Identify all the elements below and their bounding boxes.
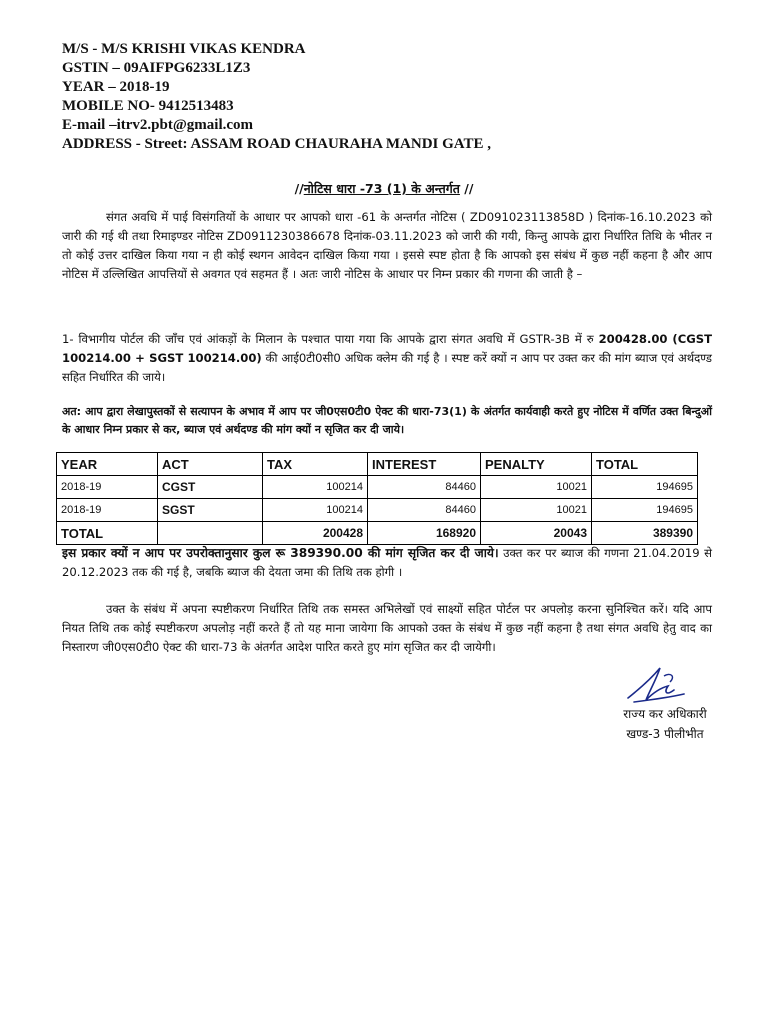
cell-penalty: 10021 [481, 476, 592, 499]
officer-office: खण्ड-3 पीलीभीत [626, 727, 704, 741]
col-year: YEAR [57, 453, 158, 476]
itc-text-part2: की आई0टी0सी0 अधिक क्लेम की गई है । स्पष्ट करें क्यों न आप पर उक्त कर की मांग ब्याज एवं अर्थदण्ड सहित निर्धारित की जाये। [62, 351, 712, 384]
itc-text-part1: 1- विभागीय पोर्टल की जाँच एवं आंकड़ों के मिलान के पश्चात पाया गया कि आपके द्वारा संगत अवधि में GSTR-3B में रु [62, 332, 599, 346]
year: YEAR – 2018-19 [62, 79, 170, 95]
firm-name: M/S - M/S KRISHI VIKAS KENDRA [62, 41, 306, 57]
cell-act: CGST [158, 476, 263, 499]
paragraph-explanation: उक्त के संबंध में अपना स्पष्टीकरण निर्धारित तिथि तक समस्त अभिलेखों एवं साक्ष्यों सहित पोर्टल पर अपलोड़ करना सुनिश्चित करें। यदि आप नियत तिथि तक कोई स्पष्टीकरण अपलोड़ नहीं करते हैं तो यह माना जायेगा कि आपको उक्त के संबंध में कुछ नहीं कहना है तथा संगत अवधि हेतु वाद का निस्तारण जी0एस0टी0 ऐक्ट की धारा-73 के अंतर्गत आदेश पारित करते हुए मांग सृजित कर दी जायेगी। [62, 602, 712, 654]
cell-act: SGST [158, 499, 263, 522]
cell-interest: 84460 [368, 476, 481, 499]
total-demand-statement: इस प्रकार क्यों न आप पर उपरोक्तानुसार कुल रू 389390.00 की मांग सृजित कर दी जाये। [62, 546, 499, 560]
col-total: TOTAL [592, 453, 698, 476]
gstin: GSTIN – 09AIFPG6233L1Z3 [62, 60, 251, 76]
signature-icon [620, 660, 690, 708]
paragraph-intro: संगत अवधि में पाई विसंगतियों के आधार पर आपको धारा -61 के अन्तर्गत नोटिस ( ZD091023113858D ) दिनांक-16.10.2023 को जारी की गई थी तथा रिमाइण्डर नोटिस ZD0911230386678 दिनांक-03.11.2023 को जारी की गयी, किन्तु आपके द्वारा निर्धारित तिथि के भीतर न तो कोई उत्तर दाखिल किया गया न ही कोई स्थगन आवेदन दाखिल किया गया । इससे स्पष्ट होता है कि आपको इस संबंध में कुछ नहीं कहना है और आप नोटिस में उल्लिखित आपत्तियों से अवगत एवं सहमत हैं । अतः जारी नोटिस के आधार पर निम्न प्रकार की गणना की जाती है – [62, 210, 712, 281]
officer-designation: राज्य कर अधिकारी [623, 707, 707, 721]
paragraph-itc-claim [62, 330, 712, 387]
paragraph-demand-basis: अत: आप द्वारा लेखापुस्तकों से सत्यापन के अभाव में आप पर जी0एस0टी0 ऐक्ट की धारा-73(1) के अंतर्गत कार्यवाही करते हुए नोटिस में वर्णित उक्त बिन्दुओं के आधार निम्न प्रकार से कर, ब्याज एवं अर्थदण्ड की मांग क्यों न सृजित कर दी जाये। [62, 405, 712, 436]
interest-period-text: उक्त कर पर ब्याज की गणना 21.04.2019 से 20.12.2023 तक की गई है, जबकि ब्याज की देयता जमा की तिथि तक होगी । [62, 546, 712, 579]
cell-penalty: 10021 [481, 499, 592, 522]
header-block [62, 40, 491, 154]
total-total: 389390 [592, 522, 698, 545]
col-act: ACT [158, 453, 263, 476]
paragraph-total-demand [62, 544, 712, 582]
total-label: TOTAL [57, 522, 158, 545]
table-header-row [57, 453, 698, 476]
itc-split: (CGST 100214.00 + SGST 100214.00) [62, 332, 713, 365]
total-interest: 168920 [368, 522, 481, 545]
table-row [57, 499, 698, 522]
table-total-row [57, 522, 698, 545]
title-suffix: // [459, 181, 474, 196]
email: E-mail –itrv2.pbt@gmail.com [62, 117, 254, 133]
itc-amount: 200428.00 [598, 332, 668, 346]
address: ADDRESS - Street: ASSAM ROAD CHAURAHA MANDI GATE , [62, 136, 492, 152]
cell-tax: 100214 [263, 476, 368, 499]
title-main: नोटिस धारा -73 (1) के अन्तर्गत [303, 181, 460, 196]
cell-year: 2018-19 [57, 499, 158, 522]
cell-total: 194695 [592, 476, 698, 499]
col-tax: TAX [263, 453, 368, 476]
col-penalty: PENALTY [481, 453, 592, 476]
total-penalty: 20043 [481, 522, 592, 545]
cell-interest: 84460 [368, 499, 481, 522]
signature-block [600, 704, 730, 744]
notice-title [0, 180, 768, 197]
cell-year: 2018-19 [57, 476, 158, 499]
cell-total: 194695 [592, 499, 698, 522]
cell-tax: 100214 [263, 499, 368, 522]
tax-table [56, 452, 698, 545]
col-interest: INTEREST [368, 453, 481, 476]
mobile-number: MOBILE NO- 9412513483 [62, 98, 234, 114]
table-row [57, 476, 698, 499]
total-tax: 200428 [263, 522, 368, 545]
total-act-empty [158, 522, 263, 545]
title-prefix: // [294, 181, 304, 196]
